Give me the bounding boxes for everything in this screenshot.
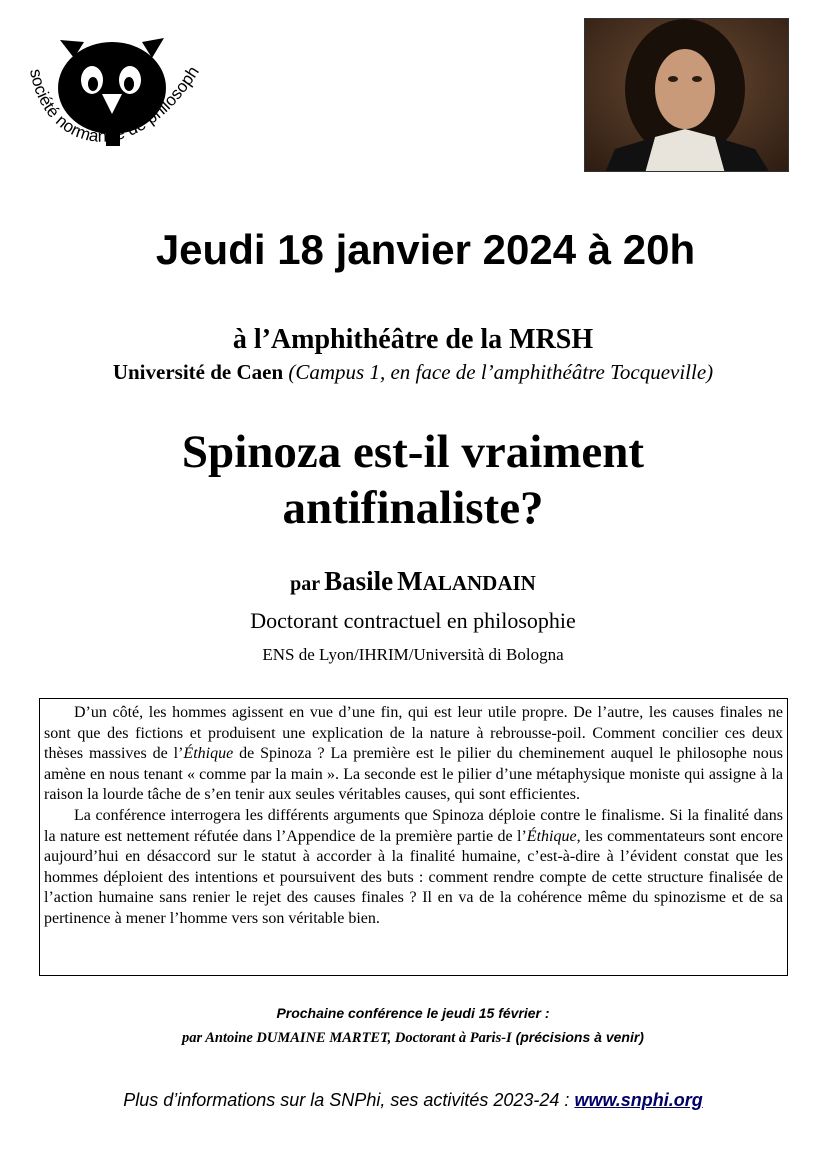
speaker-last-initial: M [397, 566, 423, 596]
university-name: Université de Caen [112, 360, 284, 384]
snphi-website-link[interactable]: www.snphi.org [574, 1090, 703, 1110]
speaker-affiliation: ENS de Lyon/IHRIM/Università di Bologna [262, 645, 564, 664]
abstract-paragraph-1: D’un côté, les hommes agissent en vue d’une fin, qui est leur utile propre. De l’autre, les causes finales ne sont que des fictions et produisent une explication de la nature à rebrousse-poil. Comment concilier ces deux thèses massives de l’Éthique de Spinoza ? La première est le pilier du cheminement auquel le philosophe nous amène en nous tenant « comme par la main ». La seconde est le pilier d’une métaphysique moniste qui assigne à la raison la lourde tâche de s’en tenir aux seules véritables causes, qui sont efficientes. [44, 704, 784, 804]
talk-title-line1: Spinoza est-il vraiment [181, 426, 645, 478]
owl-icon [22, 30, 208, 170]
venue-details [0, 360, 826, 385]
talk-title-line2: antifinaliste? [282, 482, 544, 534]
next-conference-speaker: par Antoine DUMAINE MARTET, Doctorant à Paris-I (précisions à venir) [182, 1029, 644, 1046]
speaker-first-name: Basile [324, 566, 394, 596]
speaker-last-rest: ALANDAIN [422, 571, 536, 595]
speaker-subject-portrait [584, 18, 789, 172]
footer-text: Plus d’informations sur la SNPhi, ses activités 2023-24 : [123, 1090, 575, 1110]
location-detail: (Campus 1, en face de l’amphithéâtre Tocqueville) [288, 360, 714, 384]
abstract-box [39, 698, 788, 976]
abstract-paragraph-2: La conférence interrogera les différents arguments que Spinoza déploie contre le finalisme. Si la finalité dans la nature est nettement réfutée dans l’Appendice de la première partie de l’Éthique, les commentateurs sont encore aujourd’hui en désaccord sur le statut à accorder à la finalité humaine, c’est-à-dire à l’évident constat que les hommes déploient des intentions et poursuivent des buts : comment rendre compte de cette structure finalisée de l’action humaine sans renier le rejet des causes finales ? Il en va de la cohérence même du spinozisme et de sa pertinence à mener l’homme vers son véritable bien. [44, 806, 783, 927]
talk-title [0, 424, 826, 536]
footer-info [0, 1090, 826, 1111]
speaker-name [0, 566, 826, 597]
spinoza-portrait [585, 19, 789, 172]
event-date: Jeudi 18 janvier 2024 à 20h [155, 226, 696, 273]
speaker-role: Doctorant contractuel en philosophie [250, 608, 576, 633]
next-conference-heading: Prochaine conférence le jeudi 15 février : [276, 1005, 550, 1021]
logo-text: société normande de philosoph [26, 62, 203, 146]
event-venue: à l’Amphithéâtre de la MRSH [232, 324, 594, 355]
speaker-prefix: par [290, 573, 321, 595]
snphi-logo [22, 30, 208, 170]
